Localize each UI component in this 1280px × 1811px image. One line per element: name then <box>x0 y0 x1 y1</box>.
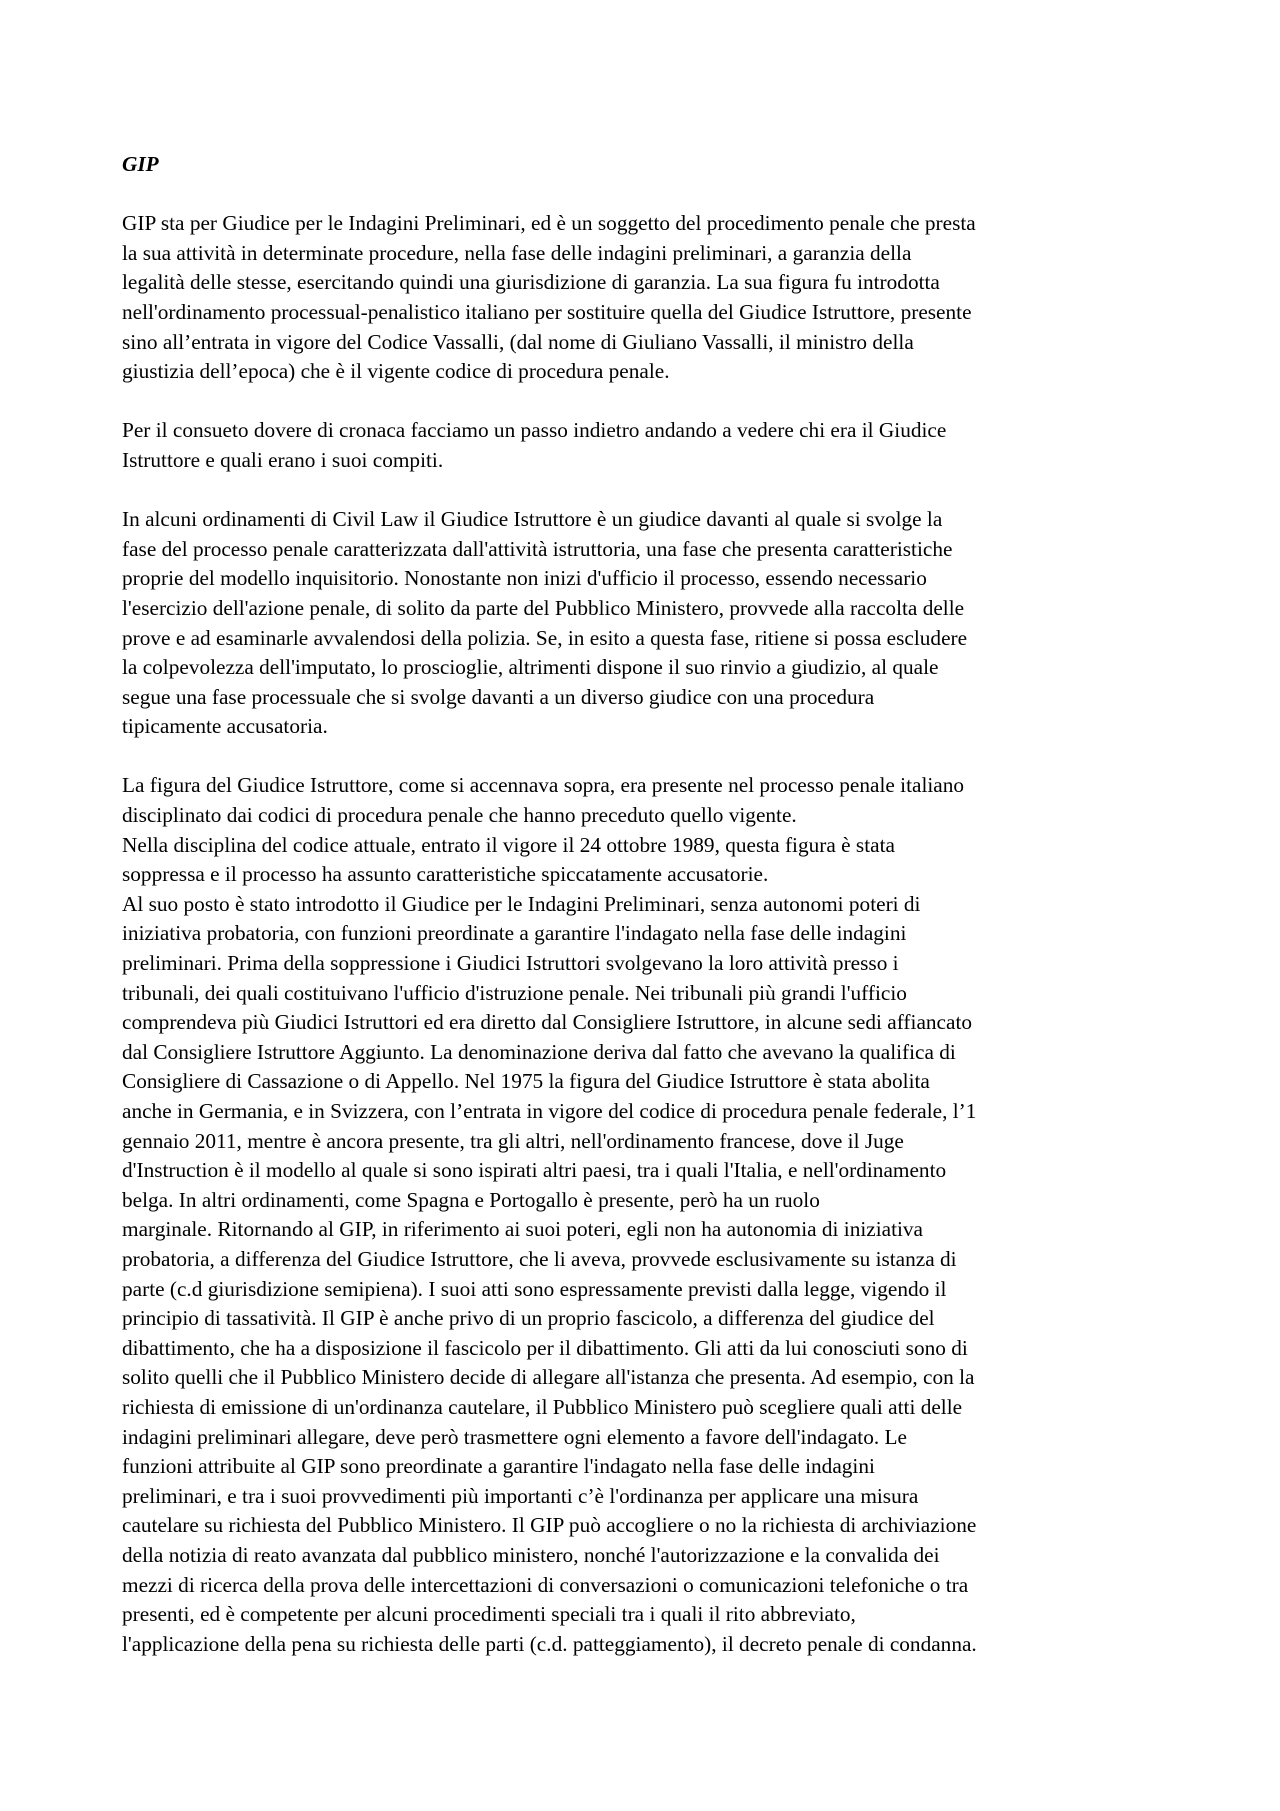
text-line: fase del processo penale caratterizzata dall'attività istruttoria, una fase che presenta caratteristiche <box>122 536 953 561</box>
text-line: prove e ad esaminarle avvalendosi della polizia. Se, in esito a questa fase, ritiene si possa escludere <box>122 625 968 650</box>
text-line: giustizia dell’epoca) che è il vigente codice di procedura penale. <box>122 359 670 384</box>
document-body <box>122 150 1172 1659</box>
text-line: tipicamente accusatoria. <box>122 714 328 739</box>
text-line: Per il consueto dovere di cronaca facciamo un passo indietro andando a vedere chi era il Giudice <box>122 418 947 443</box>
text-line: preliminari, e tra i suoi provvedimenti più importanti c’è l'ordinanza per applicare una misura <box>122 1483 919 1508</box>
text-line: disciplinato dai codici di procedura penale che hanno preceduto quello vigente. <box>122 803 797 828</box>
text-line: probatoria, a differenza del Giudice Istruttore, che li aveva, provvede esclusivamente su istanza di <box>122 1246 957 1271</box>
paragraph <box>122 505 1172 742</box>
text-line: La figura del Giudice Istruttore, come si accennava sopra, era presente nel processo penale italiano <box>122 773 965 798</box>
text-line: soppressa e il processo ha assunto caratteristiche spiccatamente accusatorie. <box>122 862 769 887</box>
text-line: belga. In altri ordinamenti, come Spagna e Portogallo è presente, però ha un ruolo <box>122 1187 820 1212</box>
text-line: Nella disciplina del codice attuale, entrato il vigore il 24 ottobre 1989, questa figura è stata <box>122 832 895 857</box>
text-line: indagini preliminari allegare, deve però trasmettere ogni elemento a favore dell'indagato. Le <box>122 1424 907 1449</box>
text-line: della notizia di reato avanzata dal pubblico ministero, nonché l'autorizzazione e la convalida dei <box>122 1542 940 1567</box>
text-line: dibattimento, che ha a disposizione il fascicolo per il dibattimento. Gli atti da lui conosciuti sono di <box>122 1335 968 1360</box>
text-line: GIP sta per Giudice per le Indagini Preliminari, ed è un soggetto del procedimento penale che presta <box>122 211 976 236</box>
text-line: l'applicazione della pena su richiesta delle parti (c.d. patteggiamento), il decreto penale di condanna. <box>122 1631 977 1656</box>
text-line: la sua attività in determinate procedure, nella fase delle indagini preliminari, a garanzia della <box>122 240 912 265</box>
text-line: principio di tassatività. Il GIP è anche privo di un proprio fascicolo, a differenza del giudice del <box>122 1306 935 1331</box>
text-line: segue una fase processuale che si svolge davanti a un diverso giudice con una procedura <box>122 684 875 709</box>
text-line: parte (c.d giurisdizione semipiena). I suoi atti sono espressamente previsti dalla legge, vigendo il <box>122 1276 947 1301</box>
text-line: gennaio 2011, mentre è ancora presente, tra gli altri, nell'ordinamento francese, dove il Juge <box>122 1128 904 1153</box>
text-line: comprendeva più Giudici Istruttori ed era diretto dal Consigliere Istruttore, in alcune sedi affiancato <box>122 1010 973 1035</box>
paragraph <box>122 771 1172 1659</box>
text-line: funzioni attribuite al GIP sono preordinate a garantire l'indagato nella fase delle indagini <box>122 1454 875 1479</box>
text-line: mezzi di ricerca della prova delle intercettazioni di conversazioni o comunicazioni telefoniche o tra <box>122 1572 969 1597</box>
text-line: Al suo posto è stato introdotto il Giudice per le Indagini Preliminari, senza autonomi poteri di <box>122 891 921 916</box>
document-title: GIP <box>122 152 159 176</box>
paragraph <box>122 416 1172 475</box>
text-line: solito quelli che il Pubblico Ministero decide di allegare all'istanza che presenta. Ad esempio, con la <box>122 1365 975 1390</box>
text-line: Consigliere di Cassazione o di Appello. Nel 1975 la figura del Giudice Istruttore è stata abolita <box>122 1069 930 1094</box>
text-line: la colpevolezza dell'imputato, lo proscioglie, altrimenti dispone il suo rinvio a giudizio, al quale <box>122 655 939 680</box>
text-line: richiesta di emissione di un'ordinanza cautelare, il Pubblico Ministero può scegliere quali atti delle <box>122 1394 963 1419</box>
text-line: anche in Germania, e in Svizzera, con l’entrata in vigore del codice di procedura penale federale, l’1 <box>122 1099 977 1123</box>
text-line: nell'ordinamento processual-penalistico italiano per sostituire quella del Giudice Istruttore, presente <box>122 299 972 324</box>
text-line: l'esercizio dell'azione penale, di solito da parte del Pubblico Ministero, provvede alla raccolta delle <box>122 595 965 620</box>
text-line: d'Instruction è il modello al quale si sono ispirati altri paesi, tra i quali l'Italia, e nell'ordinamento <box>122 1158 947 1183</box>
text-line: iniziativa probatoria, con funzioni preordinate a garantire l'indagato nella fase delle indagini <box>122 921 907 946</box>
text-line: dal Consigliere Istruttore Aggiunto. La denominazione deriva dal fatto che avevano la qualifica di <box>122 1039 956 1064</box>
text-line: tribunali, dei quali costituivano l'ufficio d'istruzione penale. Nei tribunali più grandi l'ufficio <box>122 980 907 1005</box>
paragraph <box>122 209 1172 387</box>
text-line: In alcuni ordinamenti di Civil Law il Giudice Istruttore è un giudice davanti al quale si svolge la <box>122 507 943 532</box>
text-line: cautelare su richiesta del Pubblico Ministero. Il GIP può accogliere o no la richiesta di archiviazione <box>122 1513 977 1538</box>
text-line: preliminari. Prima della soppressione i Giudici Istruttori svolgevano la loro attività presso i <box>122 951 899 976</box>
text-line: marginale. Ritornando al GIP, in riferimento ai suoi poteri, egli non ha autonomia di iniziativa <box>122 1217 924 1242</box>
text-line: proprie del modello inquisitorio. Nonostante non inizi d'ufficio il processo, essendo necessario <box>122 566 927 591</box>
text-line: legalità delle stesse, esercitando quindi una giurisdizione di garanzia. La sua figura fu introdotta <box>122 270 940 295</box>
text-line: sino all’entrata in vigore del Codice Vassalli, (dal nome di Giuliano Vassalli, il ministro della <box>122 329 914 354</box>
text-line: presenti, ed è competente per alcuni procedimenti speciali tra i quali il rito abbreviato, <box>122 1602 856 1627</box>
text-line: Istruttore e quali erano i suoi compiti. <box>122 447 444 472</box>
paragraph-list <box>122 209 1172 1659</box>
